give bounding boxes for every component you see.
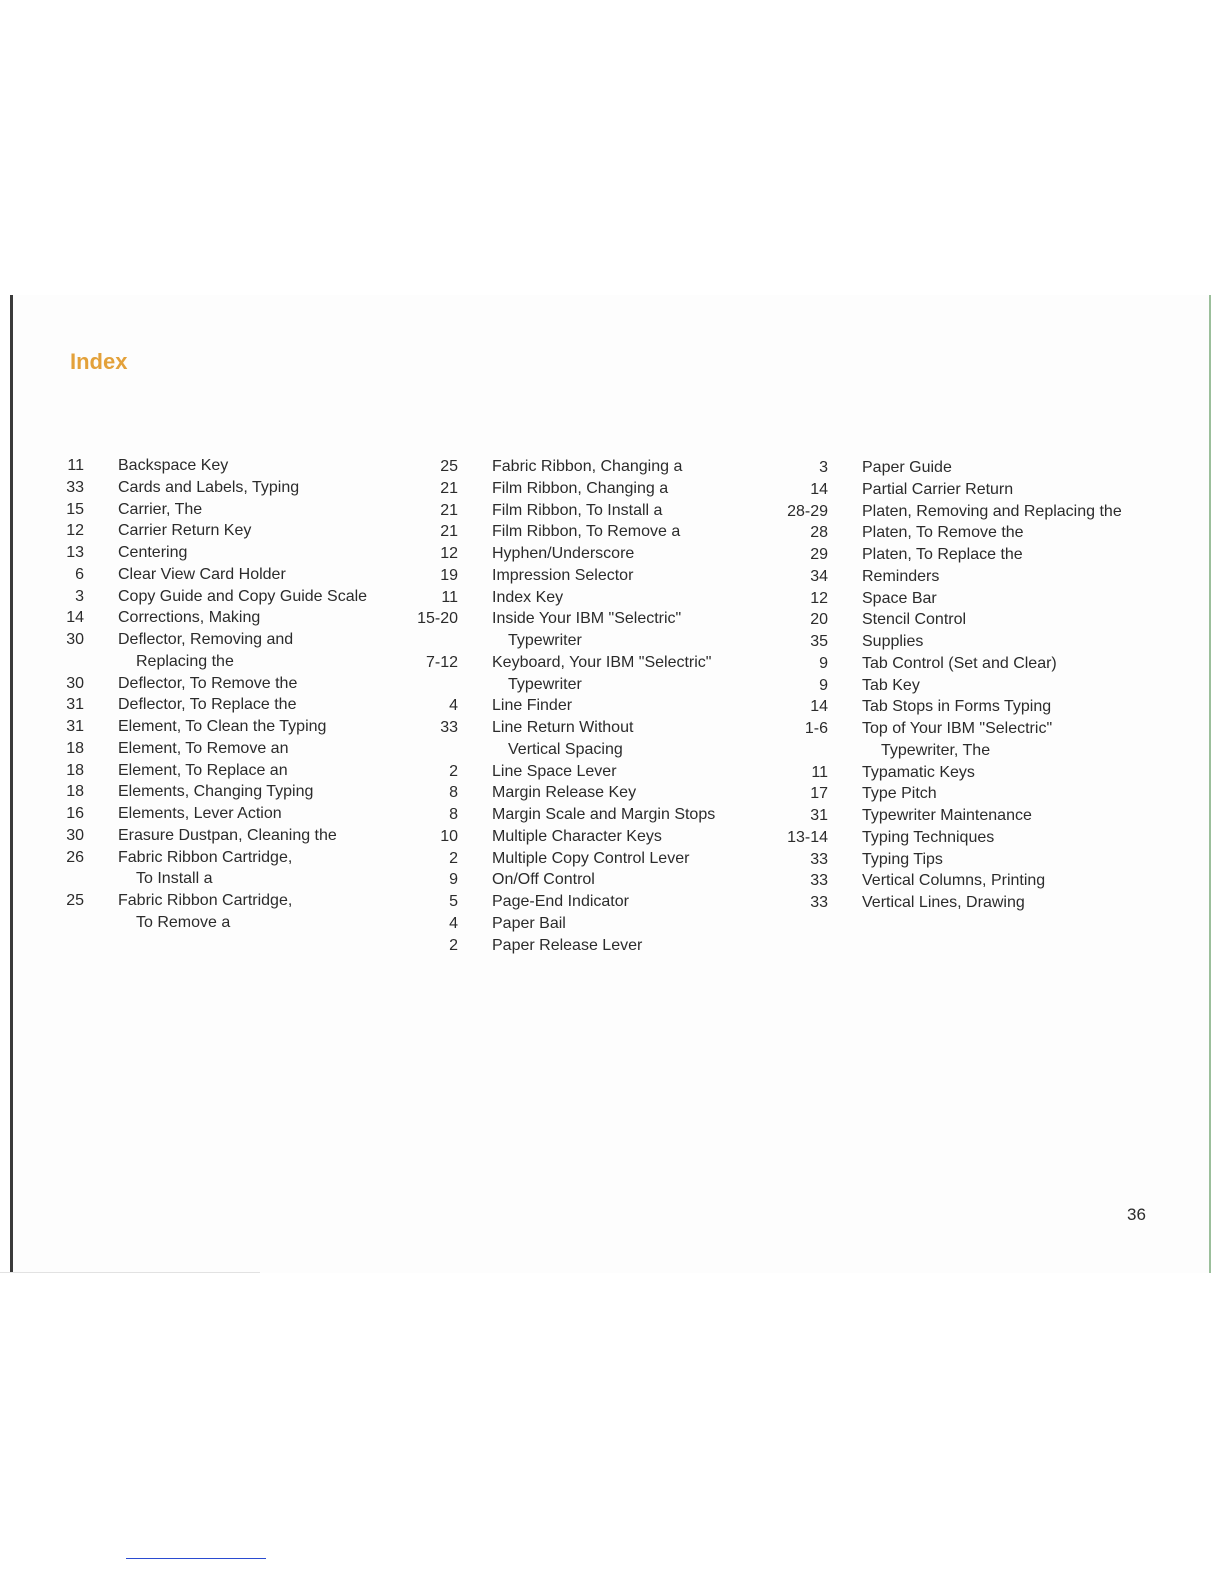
index-entry-text: Margin Release Key bbox=[492, 784, 637, 802]
index-entry-continuation bbox=[60, 651, 420, 673]
index-entry-page: 14 bbox=[810, 698, 828, 716]
index-entry-text: Type Pitch bbox=[862, 785, 937, 803]
index-entry-page: 13 bbox=[66, 544, 84, 561]
index-entry bbox=[60, 673, 420, 695]
index-entry-page: 11 bbox=[441, 588, 458, 606]
index-entry-continuation bbox=[60, 868, 420, 890]
index-entry-text: Fabric Ribbon, Changing a bbox=[492, 458, 683, 475]
index-entry-text: Margin Scale and Margin Stops bbox=[492, 806, 716, 823]
index-entry-page: 28-29 bbox=[787, 502, 828, 520]
underline-mark bbox=[126, 1558, 266, 1559]
index-entry-text: Replacing the bbox=[136, 652, 234, 670]
index-entry-page: 8 bbox=[449, 806, 458, 823]
index-entry bbox=[60, 738, 420, 760]
index-entry-page: 30 bbox=[66, 631, 84, 648]
index-entry bbox=[780, 457, 1140, 479]
index-entry-page: 30 bbox=[66, 674, 84, 692]
index-entry-text: Paper Release Lever bbox=[492, 936, 643, 954]
index-entry-continuation bbox=[780, 740, 1140, 762]
index-entry-page: 15 bbox=[66, 500, 84, 518]
index-entry bbox=[780, 675, 1140, 697]
index-entry-text: Platen, Removing and Replacing the bbox=[862, 502, 1122, 520]
index-entry-page: 31 bbox=[66, 696, 84, 714]
index-entry bbox=[780, 566, 1140, 588]
index-entry-text: Page-End Indicator bbox=[492, 893, 629, 910]
page-number: 36 bbox=[1127, 1205, 1146, 1224]
index-entry bbox=[410, 804, 770, 826]
page-bottom-edge bbox=[0, 1272, 260, 1273]
index-entry bbox=[780, 479, 1140, 501]
index-entry bbox=[410, 891, 770, 913]
index-entry bbox=[780, 544, 1140, 566]
index-entry bbox=[410, 521, 770, 543]
index-entry bbox=[60, 499, 420, 521]
index-entry-text: Centering bbox=[118, 544, 188, 561]
index-entry bbox=[780, 696, 1140, 718]
index-entry-page: 7-12 bbox=[425, 653, 458, 671]
index-entry-text: Impression Selector bbox=[492, 566, 634, 584]
index-entry-page: 2 bbox=[449, 762, 458, 780]
index-entry bbox=[410, 782, 770, 804]
index-entry-text: Corrections, Making bbox=[118, 609, 261, 627]
index-entry-page: 9 bbox=[819, 654, 828, 672]
index-entry-page: 21 bbox=[440, 479, 458, 497]
index-entry-page: 11 bbox=[67, 457, 84, 474]
index-entry-page: 34 bbox=[810, 567, 828, 585]
index-entry-text: Multiple Copy Control Lever bbox=[492, 849, 690, 867]
index-entry bbox=[60, 847, 420, 869]
index-entry-text: Cards and Labels, Typing bbox=[118, 478, 300, 496]
index-entry bbox=[780, 609, 1140, 631]
index-entry-text: Carrier, The bbox=[118, 500, 203, 518]
index-entry bbox=[780, 892, 1140, 914]
index-entry-page: 28 bbox=[810, 524, 828, 542]
index-entry-page: 21 bbox=[440, 523, 458, 541]
index-entry-text: Backspace Key bbox=[118, 457, 229, 474]
index-entry-text: Platen, To Remove the bbox=[862, 524, 1024, 542]
index-entry-text: Film Ribbon, To Install a bbox=[492, 501, 663, 519]
index-entry-page: 18 bbox=[66, 761, 84, 779]
index-entry bbox=[60, 520, 420, 542]
index-entry bbox=[780, 762, 1140, 784]
index-entry-page: 31 bbox=[66, 718, 84, 735]
index-entry bbox=[780, 827, 1140, 849]
index-entry bbox=[410, 543, 770, 565]
index-entry-page: 31 bbox=[810, 807, 828, 824]
index-entry-text: Hyphen/Underscore bbox=[492, 545, 635, 562]
index-entry-page: 3 bbox=[819, 459, 828, 476]
index-entry-page: 17 bbox=[810, 785, 828, 803]
page-right-edge bbox=[1209, 295, 1211, 1273]
index-entry-page: 4 bbox=[449, 914, 458, 932]
index-entry bbox=[410, 500, 770, 522]
index-entry bbox=[410, 848, 770, 870]
index-entry bbox=[410, 652, 770, 674]
index-entry bbox=[60, 629, 420, 651]
index-entry bbox=[410, 826, 770, 848]
index-entry-page: 33 bbox=[440, 719, 458, 736]
index-entry-page: 2 bbox=[449, 936, 458, 954]
index-entry-text: Deflector, To Remove the bbox=[118, 674, 298, 692]
index-entry-text: Index Key bbox=[492, 588, 564, 606]
index-entry-text: Keyboard, Your IBM "Selectric" bbox=[492, 653, 712, 671]
index-entry bbox=[410, 587, 770, 609]
index-entry-text: Paper Guide bbox=[862, 459, 952, 476]
index-entry bbox=[60, 781, 420, 803]
index-entry-text: On/Off Control bbox=[492, 871, 595, 889]
index-entry-text: Paper Bail bbox=[492, 914, 566, 932]
index-entry-continuation bbox=[410, 674, 770, 696]
index-entry bbox=[60, 564, 420, 586]
index-entry-text: Elements, Changing Typing bbox=[118, 783, 314, 801]
index-entry bbox=[60, 586, 420, 608]
index-entry-page: 8 bbox=[449, 784, 458, 802]
index-entry-page: 9 bbox=[449, 871, 458, 889]
index-entry-text: Fabric Ribbon Cartridge, bbox=[118, 892, 293, 909]
index-entry-page: 4 bbox=[449, 697, 458, 715]
index-entry-text: Film Ribbon, Changing a bbox=[492, 479, 669, 497]
index-entry-text: Erasure Dustpan, Cleaning the bbox=[118, 826, 337, 844]
index-entry-page: 13-14 bbox=[787, 828, 828, 846]
index-entry-page: 33 bbox=[810, 850, 828, 868]
index-entry-text: Clear View Card Holder bbox=[118, 565, 286, 583]
index-entry-text: Typewriter bbox=[508, 675, 582, 693]
index-entry-text: Vertical Lines, Drawing bbox=[862, 894, 1025, 911]
index-entry bbox=[780, 870, 1140, 892]
index-entry-page: 9 bbox=[819, 676, 828, 694]
index-entry-text: Carrier Return Key bbox=[118, 522, 252, 540]
index-entry-page: 21 bbox=[440, 501, 458, 519]
index-entry bbox=[410, 913, 770, 935]
index-entry-page: 25 bbox=[66, 892, 84, 909]
index-entry-text: Deflector, To Replace the bbox=[118, 696, 297, 714]
index-entry bbox=[410, 565, 770, 587]
index-entry-text: Tab Key bbox=[862, 676, 920, 694]
index-entry bbox=[780, 849, 1140, 871]
index-entry-text: Elements, Lever Action bbox=[118, 805, 282, 822]
index-entry-text: Reminders bbox=[862, 567, 940, 585]
index-entry-page: 26 bbox=[66, 848, 84, 866]
index-entry bbox=[60, 694, 420, 716]
index-entry-text: Typewriter bbox=[508, 632, 582, 649]
index-entry-text: Element, To Replace an bbox=[118, 761, 288, 779]
index-entry bbox=[410, 478, 770, 500]
index-entry bbox=[60, 716, 420, 738]
index-entry-continuation bbox=[60, 912, 420, 934]
index-entry bbox=[780, 783, 1140, 805]
index-entry-text: Typing Tips bbox=[862, 850, 943, 868]
page-title: Index bbox=[70, 349, 128, 374]
index-entry-page: 10 bbox=[440, 827, 458, 845]
index-entry-page: 33 bbox=[810, 872, 828, 890]
index-entry-page: 2 bbox=[449, 849, 458, 867]
index-entry-text: Typewriter Maintenance bbox=[862, 807, 1032, 824]
index-entry-page: 6 bbox=[75, 565, 84, 583]
index-entry-text: Multiple Character Keys bbox=[492, 827, 662, 845]
index-entry-page: 3 bbox=[75, 587, 84, 605]
index-entry bbox=[410, 608, 770, 630]
index-entry-text: Line Finder bbox=[492, 697, 573, 715]
index-entry-page: 12 bbox=[440, 545, 458, 562]
index-entry bbox=[780, 631, 1140, 653]
index-entry-page: 29 bbox=[810, 546, 828, 563]
index-entry-page: 16 bbox=[66, 805, 84, 822]
index-entry bbox=[780, 522, 1140, 544]
index-entry bbox=[410, 456, 770, 478]
index-entry-page: 18 bbox=[66, 783, 84, 801]
index-entry bbox=[410, 717, 770, 739]
index-entry bbox=[60, 477, 420, 499]
index-entry-page: 19 bbox=[440, 566, 458, 584]
index-entry-text: Partial Carrier Return bbox=[862, 480, 1014, 498]
index-entry bbox=[780, 653, 1140, 675]
binding-edge bbox=[10, 295, 13, 1273]
index-entry-text: Fabric Ribbon Cartridge, bbox=[118, 848, 293, 866]
index-entry-text: Vertical Columns, Printing bbox=[862, 872, 1046, 890]
index-entry-page: 1-6 bbox=[804, 720, 828, 737]
index-entry-page: 33 bbox=[66, 478, 84, 496]
index-entry bbox=[60, 825, 420, 847]
index-entry-text: Tab Control (Set and Clear) bbox=[862, 654, 1057, 672]
index-entry-text: Supplies bbox=[862, 633, 924, 650]
index-entry-page: 33 bbox=[810, 894, 828, 911]
index-entry-text: Copy Guide and Copy Guide Scale bbox=[118, 587, 368, 605]
index-entry bbox=[60, 455, 420, 477]
index-entry bbox=[780, 501, 1140, 523]
index-entry bbox=[780, 718, 1140, 740]
index-entry-page: 14 bbox=[66, 609, 84, 627]
index-entry-page: 12 bbox=[810, 589, 828, 607]
index-entry bbox=[60, 760, 420, 782]
index-entry bbox=[60, 542, 420, 564]
index-entry-continuation bbox=[410, 630, 770, 652]
index-entry-page: 35 bbox=[810, 633, 828, 650]
index-entry-continuation bbox=[410, 739, 770, 761]
index-entry-text: Space Bar bbox=[862, 589, 937, 607]
index-entry-text: Typing Techniques bbox=[862, 828, 995, 846]
index-entry-page: 25 bbox=[440, 458, 458, 475]
index-entry bbox=[410, 761, 770, 783]
index-entry-text: Typamatic Keys bbox=[862, 763, 975, 781]
index-entry-text: Typewriter, The bbox=[881, 741, 991, 759]
index-entry-text: Top of Your IBM "Selectric" bbox=[862, 720, 1053, 737]
index-entry bbox=[410, 935, 770, 957]
index-entry-text: Tab Stops in Forms Typing bbox=[862, 698, 1052, 716]
index-entry-text: To Install a bbox=[136, 870, 213, 888]
index-entry-page: 30 bbox=[66, 826, 84, 844]
index-entry bbox=[60, 803, 420, 825]
index-entry-text: Stencil Control bbox=[862, 611, 967, 629]
index-entry-text: Film Ribbon, To Remove a bbox=[492, 523, 681, 541]
index-entry-page: 18 bbox=[66, 739, 84, 757]
index-entry-page: 12 bbox=[66, 522, 84, 540]
index-entry-text: Element, To Remove an bbox=[118, 739, 289, 757]
index-entry-page: 14 bbox=[810, 480, 828, 498]
index-entry bbox=[410, 869, 770, 891]
index-entry bbox=[780, 588, 1140, 610]
index-entry-page: 20 bbox=[810, 611, 828, 629]
index-entry-text: Element, To Clean the Typing bbox=[118, 718, 327, 735]
index-entry-text: Vertical Spacing bbox=[508, 740, 623, 758]
index-entry-page: 11 bbox=[811, 763, 828, 781]
index-entry-text: Line Return Without bbox=[492, 719, 634, 736]
index-entry-text: Platen, To Replace the bbox=[862, 546, 1023, 563]
index-entry-page: 5 bbox=[449, 893, 458, 910]
index-entry bbox=[410, 695, 770, 717]
index-entry-text: Inside Your IBM "Selectric" bbox=[492, 610, 682, 628]
index-entry-text: Line Space Lever bbox=[492, 762, 617, 780]
index-entry-text: To Remove a bbox=[136, 913, 231, 931]
index-entry bbox=[780, 805, 1140, 827]
index-entry bbox=[60, 607, 420, 629]
index-entry bbox=[60, 890, 420, 912]
index-entry-text: Deflector, Removing and bbox=[118, 631, 294, 648]
index-entry-page: 15-20 bbox=[417, 610, 458, 628]
